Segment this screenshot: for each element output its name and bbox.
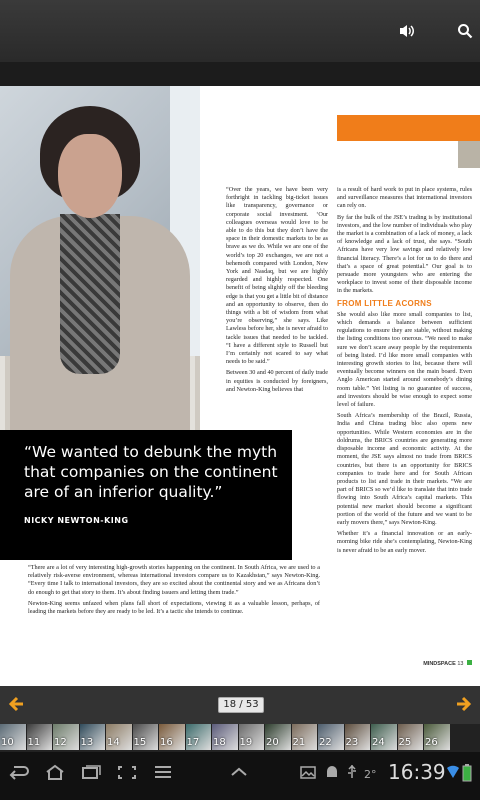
thumbnail-number: 14: [107, 737, 120, 748]
page-thumbnail[interactable]: [265, 724, 291, 750]
text-column-right: [337, 186, 472, 558]
thumbnail-number: 24: [372, 737, 385, 748]
search-icon[interactable]: [452, 18, 478, 44]
accent-bar: [337, 115, 480, 141]
paragraph: “Over the years, we have been very forthright in tackling big-ticket issues like transparency, governance or corporate social investment. ‘Our colleagues overseas would love to be able to do this but they don’t have the space in their domestic markets to be as brave as we do. While we are one of the world’s top 20 exchanges, we are not a behemoth compared with London, New York and Nasdaq, but we are highly regarded and highly respected. One benefit of being slightly off the bleeding edge is that you get a little bit of distance and an opportunity to observe, then do things with a bit of wisdom from what you’re observing,” she says. Like Lawless before her, she is never afraid to tackle issues that needed to be tackled. “I have a different style to Russell but I’m certainly not scared to say what needs to be said.”: [226, 186, 328, 366]
page-thumbnail[interactable]: [371, 724, 397, 750]
paragraph: By far the bulk of the JSE’s trading is by institutional investors, and the low number of individuals who play the market is a combination of a lack of money, a lack of knowledge and a lack of trust, she says. “South Africans have very low savings and relatively low financial literacy. There’s a lot for us to do there and that’s a space of great potential.” Our goal is to persuade more youngsters who are entering the workplace to invest some of their disposable income in the markets.: [337, 213, 472, 295]
accent-block: [458, 141, 480, 168]
screenshot-icon[interactable]: [116, 764, 138, 784]
page-thumbnail[interactable]: [0, 724, 26, 750]
section-subheading: FROM LITTLE ACORNS: [337, 298, 432, 308]
page-thumbnail[interactable]: [398, 724, 424, 750]
page-thumbnail[interactable]: [53, 724, 79, 750]
menu-icon[interactable]: [152, 764, 174, 784]
paragraph: Whether it’s a financial innovation or an early-morning bike ride she’s contemplating, Newton-King is never afraid to be an early mover.: [337, 530, 472, 554]
android-icon: [324, 764, 340, 784]
thumbnail-number: 21: [292, 737, 306, 748]
paragraph: South Africa’s membership of the Brazil, Russia, India and China trading bloc also opens new opportunities. While Western economies are in the doldrums, the BRICS countries are generating more disposable income and economic activity. At the moment, the JSE says almost no trade from BRICS countries, but there is an opportunity for BRICS companies to trade here and for South African products to list and trade in their markets. “We are part of BRICS so we’d like to translate that into trade flowing into South Africa’s capital markets. This potential new market should become a significant portion of the world of the future and we want to be early movers there,” says Newton-King.: [337, 412, 472, 526]
arrow-left-icon[interactable]: [8, 694, 26, 718]
page-thumbnail[interactable]: [80, 724, 106, 750]
page-thumbnail[interactable]: [106, 724, 132, 750]
page-thumbnail[interactable]: [186, 724, 212, 750]
system-bar: [0, 752, 480, 800]
quote-author: NICKY NEWTON-KING: [24, 516, 129, 525]
thumbnail-number: 22: [319, 737, 332, 748]
text-column-middle: [226, 186, 328, 397]
paragraph: She would also like more small companies to list, which demands a balance between sufficient regulations to ensure they are stable, without making the listing conditions too onerous. “We need to make sure we don’t scare away people by the requirements of being listed. I’d like more small companies with interesting growth stories to list, because there will eventually become winners on the main board. Even Anglo American started around somebody’s dining room table.” Yet listing is no guarantee of success, and investors should be wise enough to expect some level of failure.: [337, 310, 472, 409]
home-icon[interactable]: [44, 764, 66, 784]
thumbnail-number: 20: [266, 737, 279, 748]
end-mark-icon: [467, 660, 472, 665]
thumbnail-number: 23: [345, 737, 359, 748]
thumbnail-number: 16: [160, 737, 173, 748]
battery-icon: [462, 764, 472, 786]
arrow-right-icon[interactable]: [454, 694, 472, 718]
thumbnail-strip[interactable]: [0, 724, 480, 752]
back-icon[interactable]: [8, 764, 30, 784]
thumbnail-number: 13: [80, 737, 94, 748]
page-thumbnail[interactable]: [292, 724, 318, 750]
paragraph: Between 30 and 40 percent of daily trade in equities is conducted by foreigners, and Newton-King believes that: [226, 369, 328, 393]
thumbnail-number: 17: [186, 737, 200, 748]
thumbnail-number: 12: [54, 737, 67, 748]
reader-toolbar: [0, 0, 480, 62]
page-navigation: [0, 686, 480, 724]
thumbnail-number: 11: [27, 737, 41, 748]
page-footer: [423, 660, 472, 667]
speaker-icon[interactable]: [394, 18, 420, 44]
chevron-up-icon[interactable]: [228, 764, 250, 784]
wifi-icon: [446, 764, 460, 784]
toolbar-shadow: [0, 62, 480, 86]
thumbnail-number: 26: [425, 737, 438, 748]
thumbnail-number: 10: [1, 737, 14, 748]
paragraph: is a result of hard work to put in place systems, rules and surveillance measures that international investors can rely on.: [337, 186, 472, 210]
page-counter: 18 / 53: [218, 697, 264, 713]
page-thumbnail[interactable]: [27, 724, 53, 750]
text-column-bottom: [28, 564, 320, 619]
pull-quote-box: [0, 430, 292, 560]
portrait-photo: [0, 86, 200, 436]
page-thumbnail[interactable]: [345, 724, 371, 750]
thumbnail-number: 25: [398, 737, 412, 748]
recent-apps-icon[interactable]: [80, 764, 102, 784]
page-thumbnail[interactable]: [424, 724, 450, 750]
thumbnail-number: 19: [239, 737, 253, 748]
paragraph: “There are a lot of very interesting high-growth stories happening on the continent. In South Africa, we are used to a relatively risk-averse environment, whereas international investors compare us to Kazakhstan,” says Newton-King. “Every time I talk to international investors, they are so excited about the continental story and we as Africans don’t do enough to get that story to them. It’s about finding issuers and letting them trade.”: [28, 564, 320, 596]
thumbnail-number: 15: [133, 737, 147, 748]
pull-quote: “We wanted to debunk the myth that companies on the continent are of an inferior quality.”: [24, 443, 278, 501]
thumbnail-number: 18: [213, 737, 226, 748]
gallery-icon: [300, 764, 316, 784]
page-number: 13: [457, 661, 464, 667]
usb-icon: [346, 764, 358, 784]
page-thumbnail[interactable]: [212, 724, 238, 750]
page-thumbnail[interactable]: [159, 724, 185, 750]
temperature: 2°: [364, 768, 377, 781]
clock: 16:39: [388, 760, 446, 784]
page-thumbnail[interactable]: [133, 724, 159, 750]
page-thumbnail[interactable]: [318, 724, 344, 750]
footer-brand: MINDSPACE: [423, 661, 456, 667]
paragraph: Newton-King seems unfazed when plans fall short of expectations, viewing it as a valuable lesson, perhaps, of leading the markets before they are ready to be led. It’s a tactic she intends to continue.: [28, 599, 320, 616]
magazine-page[interactable]: [0, 86, 480, 686]
page-thumbnail[interactable]: [239, 724, 265, 750]
